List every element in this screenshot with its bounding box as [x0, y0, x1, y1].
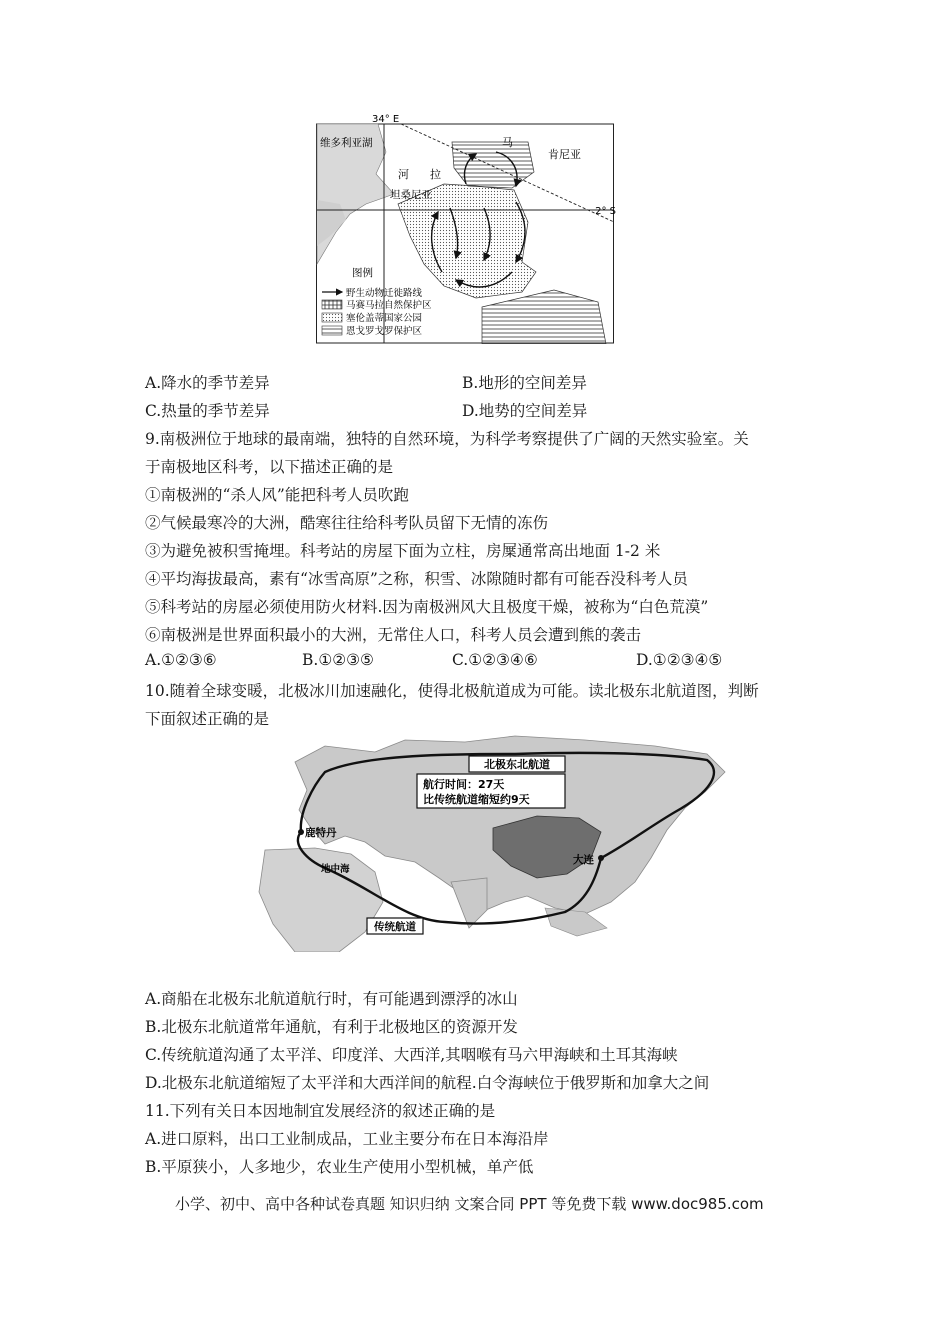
q9-item-3: ③为避免被积雪掩埋。科考站的房屋下面为立柱，房屟通常高出地面 1-2 米 — [145, 542, 661, 560]
q10-option-b: B.北极东北航道常年通航，有利于北极地区的资源开发 — [145, 1018, 518, 1036]
saving-label: 比传统航道缩短约9天 — [423, 793, 530, 806]
river-char-3: 河 — [398, 168, 409, 181]
q10-option-a: A.商船在北极东北航道航行时，有可能遇到漂浮的冰山 — [145, 990, 518, 1008]
arctic-route-map — [255, 732, 730, 952]
q8-option-a: A.降水的季节差异 — [145, 374, 270, 392]
q10-option-d: D.北极东北航道缩短了太平洋和大西洋间的航程.白令海峡位于俄罗斯和加拿大之间 — [145, 1074, 710, 1092]
river-char-1: 马 — [502, 136, 513, 149]
q9-option-c: C.①②③④⑥ — [452, 651, 538, 669]
q11-option-b: B.平原狭小，人多地少，农业生产使用小型机械，单产低 — [145, 1158, 534, 1176]
dalian-label: 大连 — [573, 854, 594, 866]
mediterranean-label: 地中海 — [321, 864, 350, 875]
legend-ngorongoro: 恩戈罗戈罗保护区 — [346, 326, 423, 337]
q10-option-c: C.传统航道沟通了太平洋、印度洋、大西洋,其咽喉有马六甲海峡和土耳其海峡 — [145, 1046, 678, 1064]
kenya-label: 肯尼亚 — [548, 148, 581, 161]
q9-item-4: ④平均海拔最高，素有“冰雪高原”之称，积雪、冰隙随时都有可能吞没科考人员 — [145, 570, 688, 588]
q9-item-1: ①南极洲的“杀人风”能把科考人员吹跑 — [145, 486, 409, 504]
q11-stem: 11.下列有关日本因地制宜发展经济的叙述正确的是 — [145, 1102, 496, 1120]
q9-item-2: ②气候最寒冷的大洲，酷寒往往给科考队员留下无情的冻伤 — [145, 514, 549, 532]
q9-stem-line1: 9.南极洲位于地球的最南端，独特的自然环境，为科学考察提供了广阔的天然实验室。关 — [145, 430, 749, 448]
legend-maasai-mara: 马赛马拉自然保护区 — [346, 300, 432, 311]
legend-title: 图例 — [352, 267, 373, 279]
sailing-time-label: 航行时间：27天 — [423, 778, 505, 791]
q9-item-6: ⑥南极洲是世界面积最小的大洲，无常住人口，科考人员会遭到熊的袭击 — [145, 626, 642, 644]
route-title-label: 北极东北航道 — [484, 758, 550, 771]
q9-option-d: D.①②③④⑤ — [636, 651, 723, 669]
q10-stem-line1: 10.随着全球变暖，北极冰川加速融化，使得北极航道成为可能。读北极东北航道图，判断 — [145, 682, 759, 700]
rotterdam-label: 鹿特丹 — [305, 827, 337, 839]
rotterdam-dot — [298, 829, 304, 835]
q8-option-b: B.地形的空间差异 — [462, 374, 587, 392]
legend-serengeti: 塞伦盖蒂国家公园 — [346, 313, 423, 324]
tanzania-label: 坦桑尼亚 — [390, 189, 432, 201]
q9-option-b: B.①②③⑤ — [302, 651, 374, 669]
legend-migration: 野生动物迁徙路线 — [346, 288, 423, 299]
q8-option-c: C.热量的季节差异 — [145, 402, 270, 420]
serengeti-migration-map — [316, 112, 616, 344]
q11-option-a: A.进口原料，出口工业制成品，工业主要分布在日本海沿岸 — [145, 1130, 549, 1148]
dalian-dot — [598, 855, 604, 861]
q8-option-d: D.地势的空间差异 — [462, 402, 588, 420]
q10-stem-line2: 下面叙述正确的是 — [145, 710, 270, 728]
lon-label: 34° E — [372, 114, 400, 125]
q9-option-a: A.①②③⑥ — [145, 651, 217, 669]
q9-stem-line2: 于南极地区科考，以下描述正确的是 — [145, 458, 394, 476]
lat-label: 2° S — [595, 206, 616, 217]
lake-victoria-label: 维多利亚湖 — [320, 137, 373, 149]
page-footer: 小学、初中、高中各种试卷真题 知识归纳 文案合同 PPT 等免费下载 www.doc985.com — [175, 1195, 764, 1213]
river-char-2: 拉 — [430, 168, 441, 181]
maasai-mara-area — [452, 142, 534, 188]
q9-item-5: ⑤科考站的房屋必须使用防火材料.因为南极洲风大且极度干燥，被称为“白色荒漠” — [145, 598, 709, 616]
traditional-route-label: 传统航道 — [374, 921, 416, 933]
